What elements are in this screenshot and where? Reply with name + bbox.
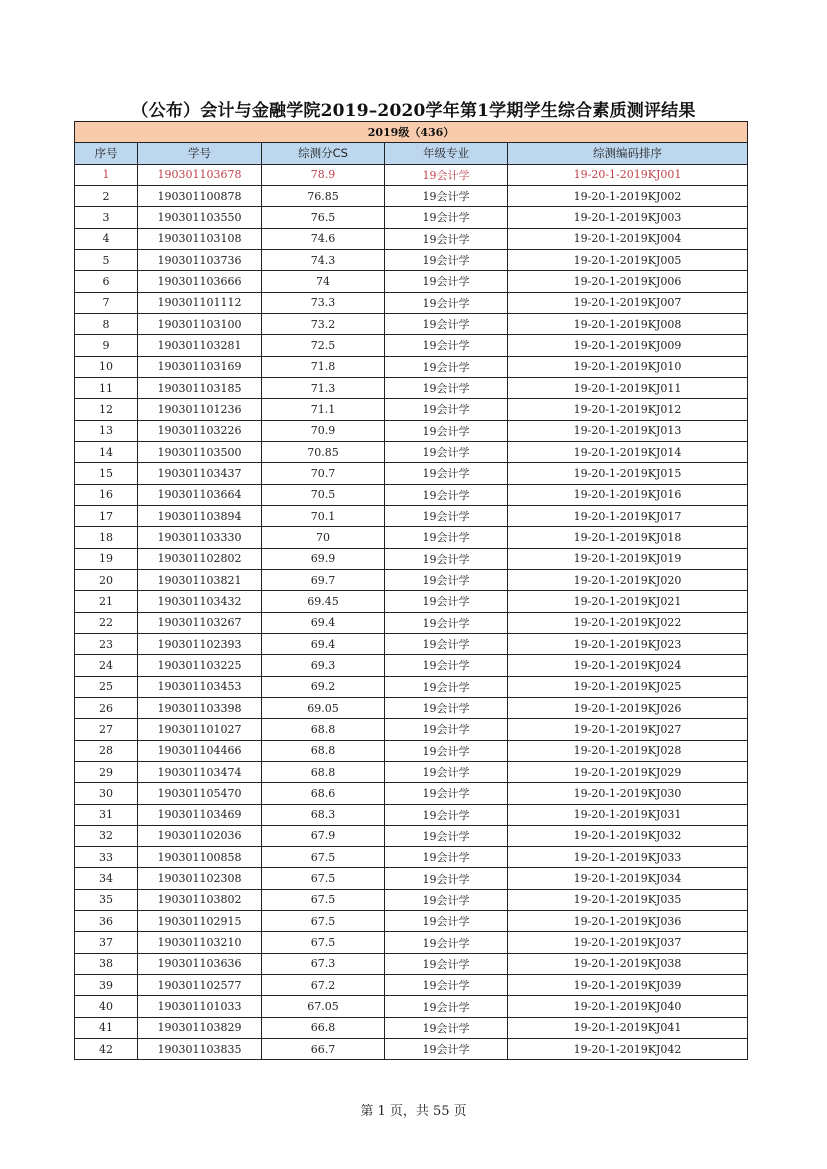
cell-grade-major: 19会计学 — [385, 463, 508, 484]
cell-index: 33 — [75, 847, 138, 868]
cell-rank-code: 19-20-1-2019KJ009 — [508, 335, 748, 356]
cell-score: 69.45 — [262, 591, 385, 612]
table-row — [75, 697, 748, 718]
table-row — [75, 612, 748, 633]
cell-student-id: 190301103821 — [138, 569, 262, 590]
cell-rank-code: 19-20-1-2019KJ023 — [508, 633, 748, 654]
cell-score: 67.5 — [262, 868, 385, 889]
cell-rank-code: 19-20-1-2019KJ012 — [508, 399, 748, 420]
column-header-row — [75, 143, 748, 164]
cell-rank-code: 19-20-1-2019KJ026 — [508, 697, 748, 718]
cell-student-id: 190301103664 — [138, 484, 262, 505]
cell-grade-major: 19会计学 — [385, 249, 508, 270]
cell-score: 70.85 — [262, 441, 385, 462]
cell-rank-code: 19-20-1-2019KJ019 — [508, 548, 748, 569]
cell-score: 76.5 — [262, 207, 385, 228]
cell-grade-major: 19会计学 — [385, 996, 508, 1017]
cell-student-id: 190301103666 — [138, 271, 262, 292]
cell-score: 69.9 — [262, 548, 385, 569]
table-row — [75, 292, 748, 313]
table-row — [75, 676, 748, 697]
table-row — [75, 164, 748, 185]
cell-student-id: 190301103226 — [138, 420, 262, 441]
cell-rank-code: 19-20-1-2019KJ007 — [508, 292, 748, 313]
cell-index: 39 — [75, 975, 138, 996]
table-row — [75, 804, 748, 825]
cell-student-id: 190301103636 — [138, 953, 262, 974]
cell-student-id: 190301103330 — [138, 527, 262, 548]
cell-grade-major: 19会计学 — [385, 484, 508, 505]
cell-grade-major: 19会计学 — [385, 761, 508, 782]
cell-student-id: 190301103225 — [138, 655, 262, 676]
cell-score: 67.9 — [262, 825, 385, 846]
cell-index: 17 — [75, 505, 138, 526]
cell-student-id: 190301101112 — [138, 292, 262, 313]
cell-score: 72.5 — [262, 335, 385, 356]
cell-student-id: 190301103108 — [138, 228, 262, 249]
cell-index: 10 — [75, 356, 138, 377]
table-row — [75, 932, 748, 953]
cell-rank-code: 19-20-1-2019KJ015 — [508, 463, 748, 484]
table-row — [75, 825, 748, 846]
cell-student-id: 190301103398 — [138, 697, 262, 718]
cell-rank-code: 19-20-1-2019KJ001 — [508, 164, 748, 185]
table-row — [75, 548, 748, 569]
cell-grade-major: 19会计学 — [385, 313, 508, 334]
cell-score: 67.05 — [262, 996, 385, 1017]
cell-rank-code: 19-20-1-2019KJ027 — [508, 719, 748, 740]
cell-rank-code: 19-20-1-2019KJ021 — [508, 591, 748, 612]
cell-rank-code: 19-20-1-2019KJ030 — [508, 783, 748, 804]
column-header-score: 综测分CS — [262, 143, 385, 164]
cell-grade-major: 19会计学 — [385, 932, 508, 953]
table-row — [75, 783, 748, 804]
cell-index: 31 — [75, 804, 138, 825]
cell-score: 67.5 — [262, 889, 385, 910]
cell-index: 41 — [75, 1017, 138, 1038]
cell-grade-major: 19会计学 — [385, 441, 508, 462]
cell-rank-code: 19-20-1-2019KJ010 — [508, 356, 748, 377]
cell-score: 67.5 — [262, 932, 385, 953]
cell-grade-major: 19会计学 — [385, 804, 508, 825]
cell-grade-major: 19会计学 — [385, 292, 508, 313]
table-row — [75, 719, 748, 740]
cell-grade-major: 19会计学 — [385, 889, 508, 910]
cell-rank-code: 19-20-1-2019KJ029 — [508, 761, 748, 782]
cell-score: 70.9 — [262, 420, 385, 441]
table-row — [75, 335, 748, 356]
cell-rank-code: 19-20-1-2019KJ038 — [508, 953, 748, 974]
cell-grade-major: 19会计学 — [385, 228, 508, 249]
table-row — [75, 228, 748, 249]
cell-score: 74.3 — [262, 249, 385, 270]
table-row — [75, 463, 748, 484]
group-band: 2019级（436） — [75, 122, 748, 143]
cell-index: 4 — [75, 228, 138, 249]
table-row — [75, 1017, 748, 1038]
cell-rank-code: 19-20-1-2019KJ031 — [508, 804, 748, 825]
cell-score: 68.8 — [262, 740, 385, 761]
cell-student-id: 190301103100 — [138, 313, 262, 334]
table-row — [75, 249, 748, 270]
cell-index: 28 — [75, 740, 138, 761]
table-row — [75, 399, 748, 420]
table-row — [75, 996, 748, 1017]
cell-score: 67.5 — [262, 911, 385, 932]
page-footer: 第 1 页，共 55 页 — [360, 1104, 467, 1119]
cell-rank-code: 19-20-1-2019KJ035 — [508, 889, 748, 910]
cell-index: 36 — [75, 911, 138, 932]
page-title: （公布）会计与金融学院2019–2020学年第1学期学生综合素质测评结果 — [131, 101, 696, 121]
cell-score: 76.85 — [262, 185, 385, 206]
cell-student-id: 190301102915 — [138, 911, 262, 932]
cell-grade-major: 19会计学 — [385, 335, 508, 356]
cell-rank-code: 19-20-1-2019KJ025 — [508, 676, 748, 697]
cell-index: 25 — [75, 676, 138, 697]
cell-student-id: 190301103453 — [138, 676, 262, 697]
cell-grade-major: 19会计学 — [385, 1017, 508, 1038]
cell-grade-major: 19会计学 — [385, 569, 508, 590]
cell-index: 13 — [75, 420, 138, 441]
cell-index: 19 — [75, 548, 138, 569]
cell-grade-major: 19会计学 — [385, 633, 508, 654]
table-row — [75, 420, 748, 441]
table-row — [75, 527, 748, 548]
cell-student-id: 190301102036 — [138, 825, 262, 846]
cell-student-id: 190301101027 — [138, 719, 262, 740]
cell-student-id: 190301103829 — [138, 1017, 262, 1038]
cell-rank-code: 19-20-1-2019KJ040 — [508, 996, 748, 1017]
cell-grade-major: 19会计学 — [385, 911, 508, 932]
cell-rank-code: 19-20-1-2019KJ032 — [508, 825, 748, 846]
cell-student-id: 190301102393 — [138, 633, 262, 654]
cell-index: 14 — [75, 441, 138, 462]
cell-student-id: 190301102577 — [138, 975, 262, 996]
cell-student-id: 190301103469 — [138, 804, 262, 825]
cell-score: 73.3 — [262, 292, 385, 313]
group-band-row — [75, 122, 748, 143]
cell-score: 67.5 — [262, 847, 385, 868]
cell-index: 20 — [75, 569, 138, 590]
cell-grade-major: 19会计学 — [385, 420, 508, 441]
cell-rank-code: 19-20-1-2019KJ036 — [508, 911, 748, 932]
cell-index: 22 — [75, 612, 138, 633]
cell-score: 69.3 — [262, 655, 385, 676]
cell-grade-major: 19会计学 — [385, 164, 508, 185]
cell-score: 71.8 — [262, 356, 385, 377]
cell-index: 11 — [75, 377, 138, 398]
cell-score: 70.1 — [262, 505, 385, 526]
cell-score: 69.4 — [262, 633, 385, 654]
table-row — [75, 207, 748, 228]
cell-grade-major: 19会计学 — [385, 953, 508, 974]
cell-student-id: 190301103267 — [138, 612, 262, 633]
cell-score: 69.05 — [262, 697, 385, 718]
cell-grade-major: 19会计学 — [385, 868, 508, 889]
table-row — [75, 377, 748, 398]
cell-score: 73.2 — [262, 313, 385, 334]
cell-student-id: 190301104466 — [138, 740, 262, 761]
cell-student-id: 190301102802 — [138, 548, 262, 569]
cell-index: 35 — [75, 889, 138, 910]
cell-student-id: 190301101236 — [138, 399, 262, 420]
cell-rank-code: 19-20-1-2019KJ005 — [508, 249, 748, 270]
cell-student-id: 190301103550 — [138, 207, 262, 228]
cell-grade-major: 19会计学 — [385, 783, 508, 804]
table-row — [75, 889, 748, 910]
cell-index: 16 — [75, 484, 138, 505]
table-row — [75, 655, 748, 676]
cell-index: 8 — [75, 313, 138, 334]
cell-index: 15 — [75, 463, 138, 484]
table-row — [75, 953, 748, 974]
cell-student-id: 190301103474 — [138, 761, 262, 782]
cell-score: 68.8 — [262, 719, 385, 740]
cell-student-id: 190301103437 — [138, 463, 262, 484]
cell-grade-major: 19会计学 — [385, 505, 508, 526]
cell-student-id: 190301100878 — [138, 185, 262, 206]
column-header-index: 序号 — [75, 143, 138, 164]
cell-score: 74.6 — [262, 228, 385, 249]
cell-rank-code: 19-20-1-2019KJ020 — [508, 569, 748, 590]
cell-index: 7 — [75, 292, 138, 313]
cell-index: 23 — [75, 633, 138, 654]
cell-index: 27 — [75, 719, 138, 740]
cell-grade-major: 19会计学 — [385, 185, 508, 206]
cell-index: 26 — [75, 697, 138, 718]
table-row — [75, 441, 748, 462]
cell-grade-major: 19会计学 — [385, 207, 508, 228]
cell-grade-major: 19会计学 — [385, 719, 508, 740]
cell-score: 67.2 — [262, 975, 385, 996]
cell-student-id: 190301103281 — [138, 335, 262, 356]
cell-score: 68.3 — [262, 804, 385, 825]
cell-score: 67.3 — [262, 953, 385, 974]
table-row — [75, 761, 748, 782]
cell-student-id: 190301103802 — [138, 889, 262, 910]
cell-index: 30 — [75, 783, 138, 804]
cell-index: 18 — [75, 527, 138, 548]
cell-rank-code: 19-20-1-2019KJ041 — [508, 1017, 748, 1038]
cell-student-id: 190301103500 — [138, 441, 262, 462]
table-row — [75, 505, 748, 526]
column-header-student-id: 学号 — [138, 143, 262, 164]
cell-index: 42 — [75, 1039, 138, 1060]
cell-grade-major: 19会计学 — [385, 975, 508, 996]
cell-score: 69.2 — [262, 676, 385, 697]
cell-student-id: 190301103678 — [138, 164, 262, 185]
cell-index: 29 — [75, 761, 138, 782]
cell-grade-major: 19会计学 — [385, 377, 508, 398]
cell-index: 3 — [75, 207, 138, 228]
cell-index: 24 — [75, 655, 138, 676]
cell-student-id: 190301103432 — [138, 591, 262, 612]
cell-score: 68.8 — [262, 761, 385, 782]
cell-rank-code: 19-20-1-2019KJ037 — [508, 932, 748, 953]
table-row — [75, 847, 748, 868]
cell-rank-code: 19-20-1-2019KJ024 — [508, 655, 748, 676]
cell-student-id: 190301102308 — [138, 868, 262, 889]
cell-student-id: 190301103210 — [138, 932, 262, 953]
table-row — [75, 569, 748, 590]
cell-rank-code: 19-20-1-2019KJ017 — [508, 505, 748, 526]
cell-grade-major: 19会计学 — [385, 1039, 508, 1060]
cell-rank-code: 19-20-1-2019KJ022 — [508, 612, 748, 633]
results-table — [74, 121, 748, 1060]
cell-grade-major: 19会计学 — [385, 591, 508, 612]
cell-index: 12 — [75, 399, 138, 420]
cell-grade-major: 19会计学 — [385, 740, 508, 761]
cell-grade-major: 19会计学 — [385, 548, 508, 569]
table-row — [75, 975, 748, 996]
cell-rank-code: 19-20-1-2019KJ016 — [508, 484, 748, 505]
table-row — [75, 591, 748, 612]
table-row — [75, 185, 748, 206]
cell-grade-major: 19会计学 — [385, 399, 508, 420]
cell-grade-major: 19会计学 — [385, 697, 508, 718]
cell-score: 71.3 — [262, 377, 385, 398]
cell-grade-major: 19会计学 — [385, 825, 508, 846]
cell-rank-code: 19-20-1-2019KJ034 — [508, 868, 748, 889]
table-row — [75, 356, 748, 377]
cell-rank-code: 19-20-1-2019KJ004 — [508, 228, 748, 249]
table-row — [75, 911, 748, 932]
cell-rank-code: 19-20-1-2019KJ011 — [508, 377, 748, 398]
cell-student-id: 190301103185 — [138, 377, 262, 398]
column-header-rank-code: 综测编码排序 — [508, 143, 748, 164]
cell-index: 38 — [75, 953, 138, 974]
cell-grade-major: 19会计学 — [385, 676, 508, 697]
column-header-grade-major: 年级专业 — [385, 143, 508, 164]
cell-grade-major: 19会计学 — [385, 847, 508, 868]
cell-rank-code: 19-20-1-2019KJ006 — [508, 271, 748, 292]
cell-index: 40 — [75, 996, 138, 1017]
cell-index: 5 — [75, 249, 138, 270]
cell-grade-major: 19会计学 — [385, 655, 508, 676]
cell-student-id: 190301101033 — [138, 996, 262, 1017]
cell-student-id: 190301103835 — [138, 1039, 262, 1060]
cell-score: 78.9 — [262, 164, 385, 185]
cell-score: 66.8 — [262, 1017, 385, 1038]
cell-rank-code: 19-20-1-2019KJ002 — [508, 185, 748, 206]
cell-score: 68.6 — [262, 783, 385, 804]
cell-index: 34 — [75, 868, 138, 889]
cell-index: 37 — [75, 932, 138, 953]
cell-student-id: 190301100858 — [138, 847, 262, 868]
table-row — [75, 868, 748, 889]
table-row — [75, 1039, 748, 1060]
cell-score: 69.7 — [262, 569, 385, 590]
cell-score: 74 — [262, 271, 385, 292]
cell-score: 66.7 — [262, 1039, 385, 1060]
cell-rank-code: 19-20-1-2019KJ028 — [508, 740, 748, 761]
cell-rank-code: 19-20-1-2019KJ013 — [508, 420, 748, 441]
cell-index: 21 — [75, 591, 138, 612]
cell-student-id: 190301103169 — [138, 356, 262, 377]
cell-grade-major: 19会计学 — [385, 356, 508, 377]
table-row — [75, 271, 748, 292]
cell-score: 70 — [262, 527, 385, 548]
cell-grade-major: 19会计学 — [385, 271, 508, 292]
cell-score: 69.4 — [262, 612, 385, 633]
cell-index: 9 — [75, 335, 138, 356]
cell-grade-major: 19会计学 — [385, 612, 508, 633]
cell-index: 2 — [75, 185, 138, 206]
cell-index: 32 — [75, 825, 138, 846]
cell-rank-code: 19-20-1-2019KJ018 — [508, 527, 748, 548]
cell-rank-code: 19-20-1-2019KJ014 — [508, 441, 748, 462]
table-row — [75, 740, 748, 761]
cell-rank-code: 19-20-1-2019KJ039 — [508, 975, 748, 996]
table-row — [75, 313, 748, 334]
cell-rank-code: 19-20-1-2019KJ003 — [508, 207, 748, 228]
table-row — [75, 484, 748, 505]
cell-grade-major: 19会计学 — [385, 527, 508, 548]
cell-rank-code: 19-20-1-2019KJ042 — [508, 1039, 748, 1060]
cell-score: 70.7 — [262, 463, 385, 484]
cell-index: 1 — [75, 164, 138, 185]
cell-student-id: 190301105470 — [138, 783, 262, 804]
cell-index: 6 — [75, 271, 138, 292]
cell-rank-code: 19-20-1-2019KJ008 — [508, 313, 748, 334]
cell-student-id: 190301103736 — [138, 249, 262, 270]
table-row — [75, 633, 748, 654]
cell-score: 71.1 — [262, 399, 385, 420]
cell-rank-code: 19-20-1-2019KJ033 — [508, 847, 748, 868]
cell-student-id: 190301103894 — [138, 505, 262, 526]
cell-score: 70.5 — [262, 484, 385, 505]
